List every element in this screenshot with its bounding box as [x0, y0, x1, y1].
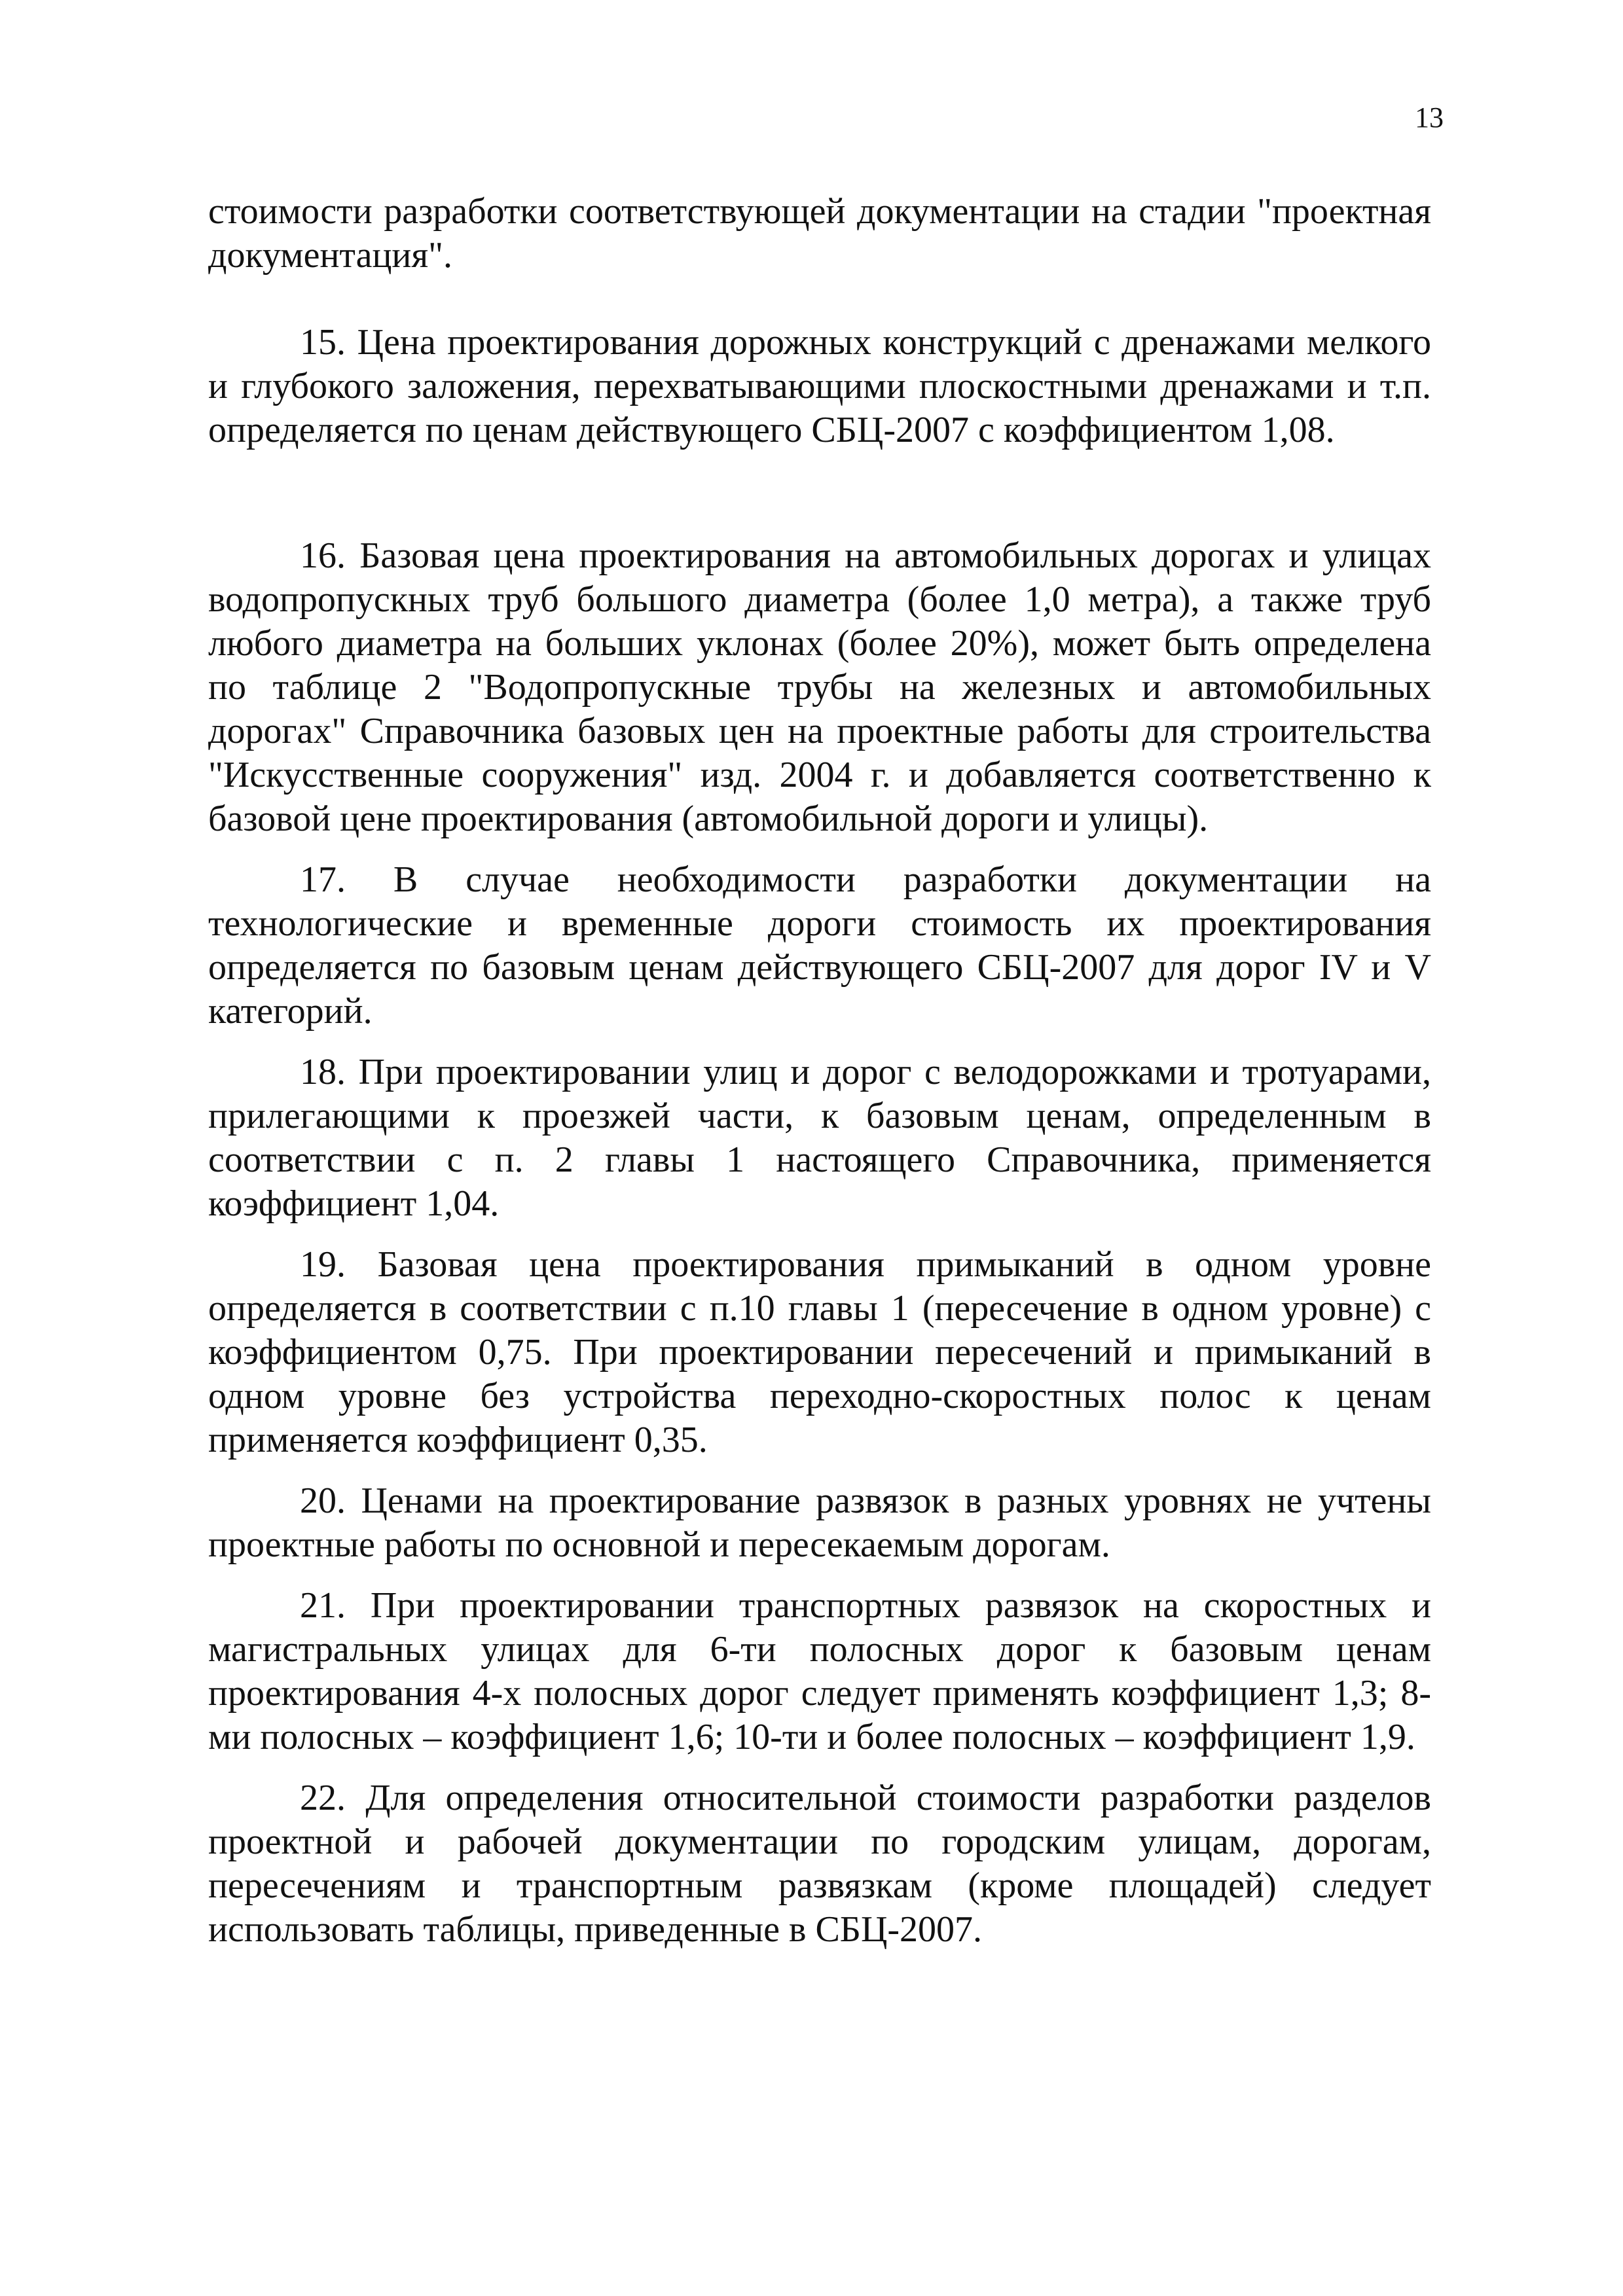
document-body [208, 190, 1431, 1952]
paragraph-20: 20. Ценами на проектирование развязок в разных уровнях не учтены проектные работы по основной и пересекаемым дорогам. [208, 1480, 1431, 1565]
paragraph-22: 22. Для определения относительной стоимости разработки разделов проектной и рабочей документации по городским улицам, дорогам, пересечениям и транспортным развязкам (кроме площадей) следует использовать таблицы, приведенные в СБЦ-2007. [208, 1778, 1431, 1950]
paragraph-17: 17. В случае необходимости разработки документации на технологические и временные дороги стоимость их проектирования определяется по базовым ценам действующего СБЦ-2007 для дорог IV и V категорий. [208, 859, 1431, 1031]
paragraph-16: 16. Базовая цена проектирования на автомобильных дорогах и улицах водопропускных труб большого диаметра (более 1,0 метра), а также труб любого диаметра на больших уклонах (более 20%), может быть определена по таблице 2 "Водопропускные трубы на железных и автомобильных дорогах" Справочника базовых цен на проектные работы для строительства "Искусственные сооружения" изд. 2004 г. и добавляется соответственно к базовой цене проектирования (автомобильной дороги и улицы). [208, 535, 1431, 839]
paragraph-continuation: стоимости разработки соответствующей документации на стадии "проектная документация". [208, 191, 1431, 276]
paragraph-18: 18. При проектировании улиц и дорог с велодорожками и тротуарами, прилегающими к проезжей части, к базовым ценам, определенным в соответствии с п. 2 главы 1 настоящего Справочника, применяется коэффициент 1,04. [208, 1052, 1431, 1224]
page-number: 13 [1415, 101, 1444, 134]
paragraph-15: 15. Цена проектирования дорожных конструкций с дренажами мелкого и глубокого заложения, перехватывающими плоскостными дренажами и т.п. определяется по ценам действующего СБЦ-2007 с коэффициентом 1,08. [208, 322, 1431, 450]
paragraph-21: 21. При проектировании транспортных развязок на скоростных и магистральных улицах для 6-ти полосных дорог к базовым ценам проектирования 4-х полосных дорог следует применять коэффициент 1,3; 8-ми полосных – коэффициент 1,6; 10-ти и более полосных – коэффициент 1,9. [208, 1585, 1431, 1757]
paragraph-19: 19. Базовая цена проектирования примыканий в одном уровне определяется в соответствии с п.10 главы 1 (пересечение в одном уровне) с коэффициентом 0,75. При проектировании пересечений и примыканий в одном уровне без устройства переходно-скоростных полос к ценам применяется коэффициент 0,35. [208, 1244, 1431, 1460]
